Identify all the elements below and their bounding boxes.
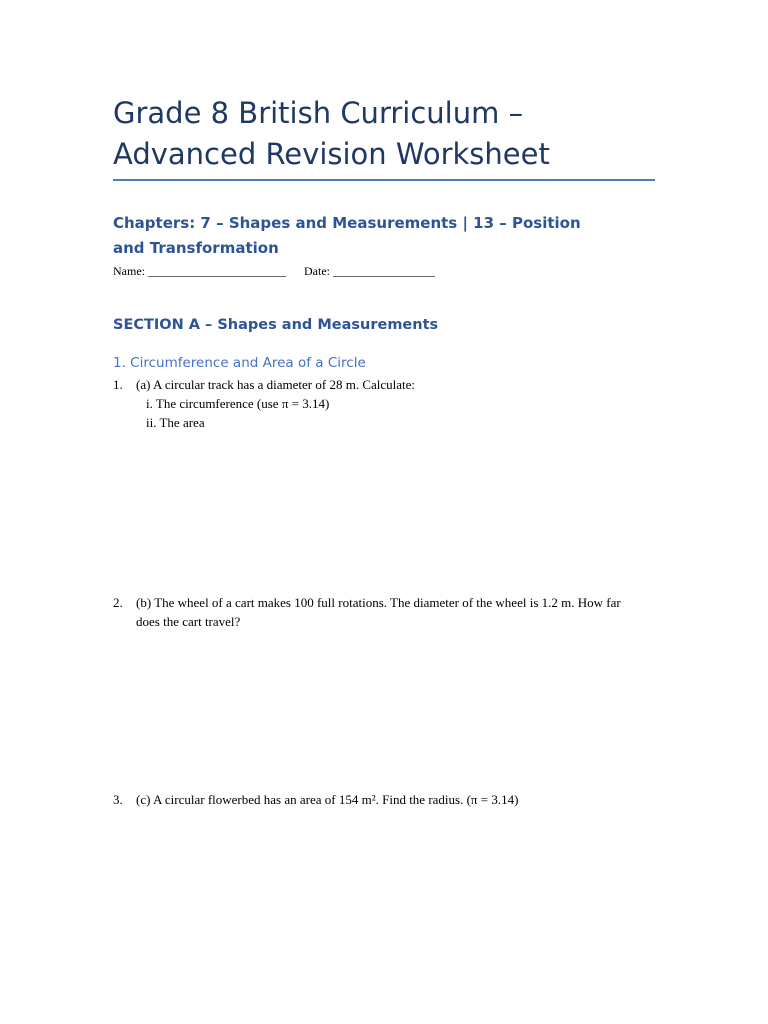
question-text: (c) A circular flowerbed has an area of 154 m². Find the radius. (π = 3.14) (136, 792, 519, 807)
question-text: (a) A circular track has a diameter of 28 m. Calculate: (136, 377, 416, 392)
question-part: i. The circumference (use π = 3.14) (146, 396, 330, 411)
worksheet-title: Grade 8 British Curriculum – Advanced Revision Worksheet (113, 96, 550, 171)
question-number: 1. (113, 377, 123, 392)
chapters-heading: Chapters: 7 – Shapes and Measurements | 13 – Position and Transformation (113, 214, 581, 257)
question-number: 3. (113, 792, 123, 807)
subsection-circle-heading: 1. Circumference and Area of a Circle (113, 355, 366, 371)
name-date-line: Name: _______________________ Date: _________________ (113, 264, 435, 278)
question-1 (113, 375, 673, 432)
question-2 (113, 593, 673, 631)
section-a-heading: SECTION A – Shapes and Measurements (113, 317, 439, 333)
question-part: ii. The area (146, 415, 205, 430)
question-text: (b) The wheel of a cart makes 100 full rotations. The diameter of the wheel is 1.2 m. How far does the cart travel? (136, 595, 621, 629)
question-3 (113, 790, 673, 809)
question-number: 2. (113, 595, 123, 610)
title-underline (113, 179, 655, 181)
